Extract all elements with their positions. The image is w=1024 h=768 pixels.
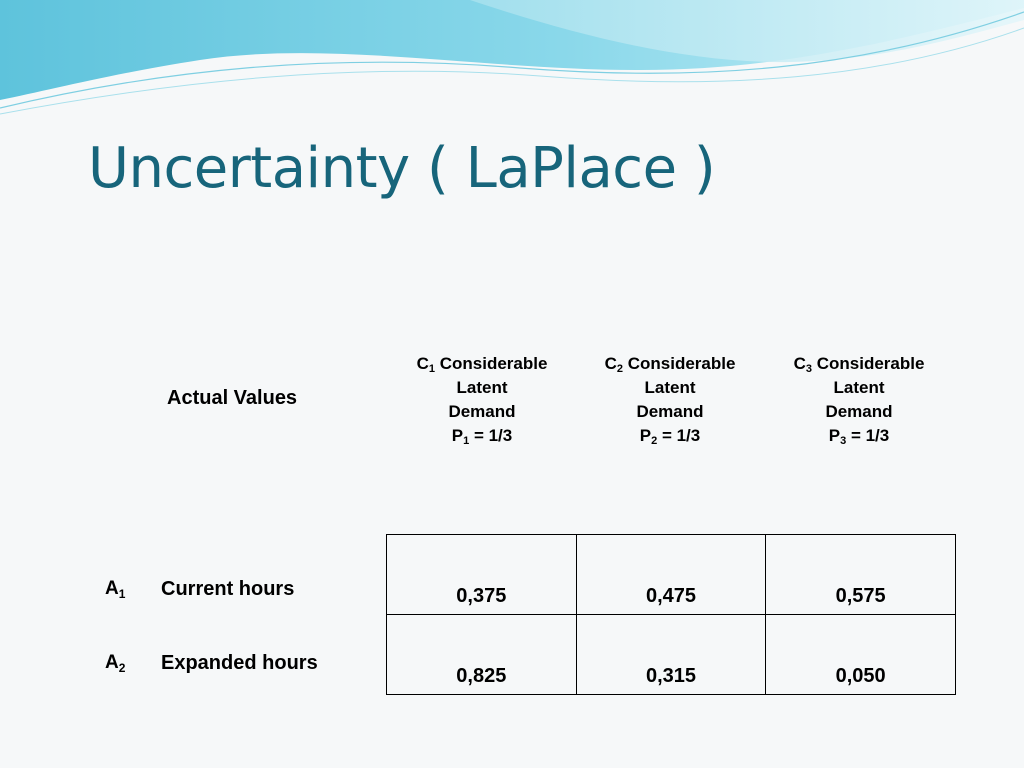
values-table <box>386 534 956 695</box>
actual-values-label: Actual Values <box>167 387 298 409</box>
table-cell: 0,575 <box>766 535 956 615</box>
header-wave-decoration <box>0 0 1024 120</box>
table-cell: 0,825 <box>387 615 577 695</box>
column-header-c3: $C_3$ Considerable Latent Demand $P_3 = 1/3$ <box>793 354 925 447</box>
slide-title: Uncertainty ( LaPlace ) <box>88 136 716 201</box>
table-cell: 0,050 <box>766 615 956 695</box>
table-cell: 0,315 <box>576 615 766 695</box>
table-cell: 0,475 <box>576 535 766 615</box>
table-row <box>387 615 956 695</box>
row-label-current-hours: Current hours <box>161 578 295 600</box>
row-label-expanded-hours: Expanded hours <box>161 652 318 674</box>
table-row <box>387 535 956 615</box>
column-header-c1: $C_1$ Considerable Latent Demand $P_1 = 1/3$ <box>416 354 548 447</box>
row-code-a2: $A_2$ <box>105 652 126 675</box>
table-cell: 0,375 <box>387 535 577 615</box>
row-code-a1: $A_1$ <box>105 578 126 601</box>
column-header-c2: $C_2$ Considerable Latent Demand $P_2 = 1/3$ <box>604 354 736 447</box>
